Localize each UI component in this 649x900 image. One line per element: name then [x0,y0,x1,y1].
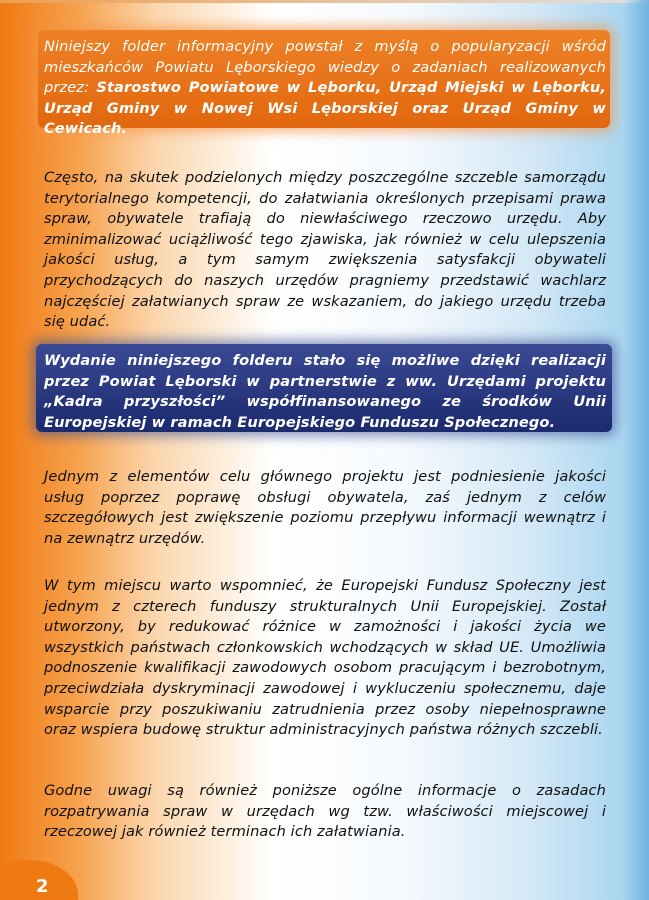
top-border [0,0,649,3]
purpose-paragraph: Często, na skutek podzielonych między poszczególne szczeble samorządu terytorialnego kompetencji, do załatwiania określonych przepisami prawa spraw, obywatele trafiają do niewłaściwego rzeczowo urzędu. Aby zminimalizować uciążliwość tego zjawiska, jak również w celu ulepszenia jakości usług, a tym samym zwiększenia satysfakcji obywateli przychodzących do naszych urzędów pragniemy przedstawić wachlarz najczęściej załatwianych spraw ze wskazaniem, do jakiego urzędu trzeba się udać. [44,169,606,331]
funding-note: Wydanie niniejszego folderu stało się możliwe dzięki realizacji przez Powiat Lęborski w partnerstwie z ww. Urzędami projektu „Kadra przyszłości” współfinansowanego ze środków Unii Europejskiej w ramach Europejskiego Funduszu Społecznego. [44,352,606,431]
project-goal-paragraph: Jednym z elementów celu głównego projektu jest podniesienie jakości usług poprzez poprawę obsługi obywatela, zaś jednym z celów szczegółowych jest zwiększenie poziomu przepływu informacji wewnątrz i na zewnątrz urzędów. [44,468,606,547]
intro-paragraph [44,37,606,140]
intro-offices: Starostwo Powiatowe w Lęborku, Urząd Miejski w Lęborku, Urząd Gminy w Nowej Wsi Lęborskiej oraz Urząd Gminy w Cewicach. [44,79,606,138]
efs-paragraph: W tym miejscu warto wspomnieć, że Europejski Fundusz Społeczny jest jednym z czterech funduszy strukturalnych Unii Europejskiej. Został utworzony, by redukować różnice w zamożności i jakości życia we wszystkich państwach członkowskich wchodzących w skład UE. Umożliwia podnoszenie kwalifikacji zawodowych osobom pracującym i bezrobotnym, przeciwdziała dyskryminacji zawodowej i wykluczeniu społecznemu, daje wsparcie przy poszukiwaniu zatrudnienia przez osoby niepełnosprawne oraz wspiera budowę struktur administracyjnych państwa różnych szczebli. [44,577,606,739]
intro-text: Niniejszy folder informacyjny powstał z myślą o popularyzacji wśród mieszkańców Powiatu Lęborskiego wiedzy o zadaniach realizowanych przez: [44,38,606,97]
page-number: 2 [36,876,49,897]
closing-paragraph: Godne uwagi są również poniższe ogólne informacje o zasadach rozpatrywania spraw w urzędach wg tzw. właściwości miejscowej i rzeczowej jak również terminach ich załatwiania. [44,782,606,841]
